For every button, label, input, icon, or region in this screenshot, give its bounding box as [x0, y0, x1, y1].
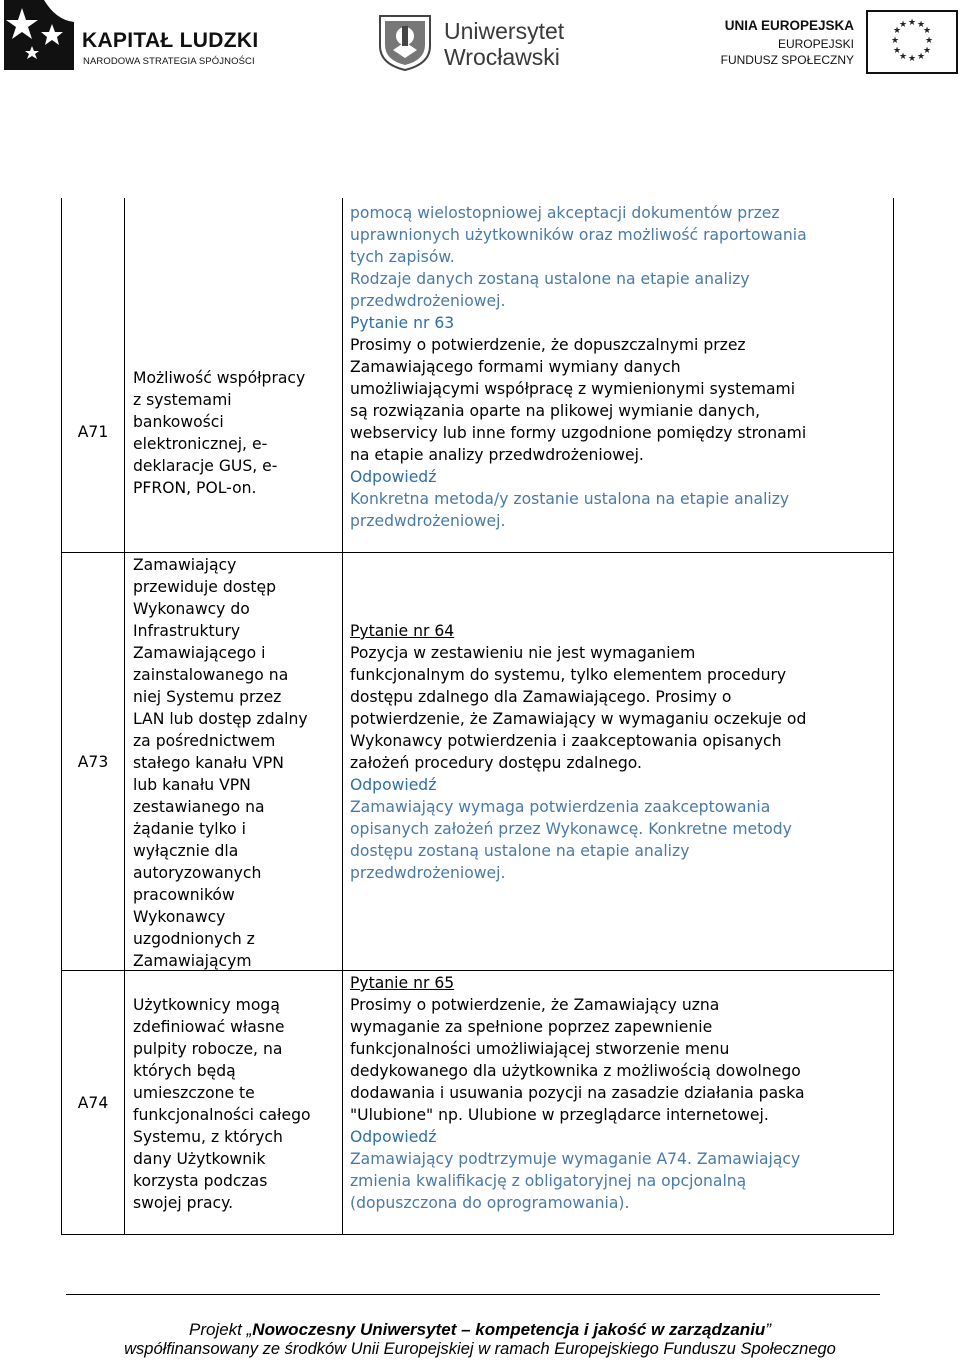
- eu-logo: [722, 10, 958, 78]
- kapital-ludzki-subtitle: NARODOWA STRATEGIA SPÓJNOŚCI: [83, 56, 255, 67]
- row-code: A74: [77, 1094, 109, 1112]
- table-divider-col1: [124, 198, 125, 1235]
- eu-fund-line1: EUROPEJSKI: [777, 37, 854, 51]
- eu-flag-icon: [866, 10, 958, 74]
- svg-text:★: ★: [892, 26, 902, 36]
- footer-divider: [66, 1294, 880, 1295]
- row-code: A73: [77, 753, 109, 771]
- answer-title: Odpowiedź: [350, 468, 437, 486]
- footer-funding-line: współfinansowany ze środków Unii Europejskiej w ramach Europejskiego Funduszu Społecznego: [124, 1340, 836, 1358]
- row-code: A71: [77, 423, 109, 441]
- table-divider-col2: [342, 198, 343, 1235]
- table-row-divider: [61, 552, 894, 553]
- eu-fund-line2: FUNDUSZ SPOŁECZNY: [720, 53, 854, 67]
- kapital-ludzki-icon: [4, 0, 74, 70]
- svg-text:★: ★: [890, 36, 900, 46]
- question-title: Pytanie nr 65: [350, 974, 455, 992]
- table-border-bottom: [61, 1234, 894, 1235]
- answer-title: Odpowiedź: [350, 776, 437, 794]
- table-border-right: [893, 198, 894, 1235]
- university-name-line1: Uniwersytet: [444, 18, 565, 44]
- svg-text:★: ★: [907, 54, 917, 64]
- svg-text:★: ★: [898, 52, 908, 62]
- question-title: Pytanie nr 64: [350, 622, 455, 640]
- svg-text:★: ★: [898, 20, 908, 30]
- answer-title: Odpowiedź: [350, 1128, 437, 1146]
- university-logo: [376, 12, 596, 74]
- footer-project-name: Nowoczesny Uniwersytet – kompetencja i jakość w zarządzaniu: [252, 1320, 766, 1339]
- kapital-ludzki-logo: [4, 0, 274, 80]
- question-title: Pytanie nr 63: [350, 314, 455, 332]
- table-border-left: [61, 198, 62, 1235]
- university-crest-icon: [376, 12, 434, 72]
- svg-text:★: ★: [916, 20, 926, 30]
- svg-text:★: ★: [922, 26, 932, 36]
- svg-text:★: ★: [916, 52, 926, 62]
- footer-project-line: Projekt „Nowoczesny Uniwersytet – kompetencja i jakość w zarządzaniu”: [189, 1320, 771, 1339]
- university-name-line2: Wrocławski: [444, 44, 560, 70]
- svg-text:★: ★: [924, 36, 934, 46]
- kapital-ludzki-title: KAPITAŁ LUDZKI: [82, 29, 259, 52]
- svg-text:★: ★: [907, 18, 917, 28]
- svg-text:★: ★: [892, 46, 902, 56]
- eu-title: UNIA EUROPEJSKA: [724, 18, 854, 33]
- svg-text:★: ★: [922, 46, 932, 56]
